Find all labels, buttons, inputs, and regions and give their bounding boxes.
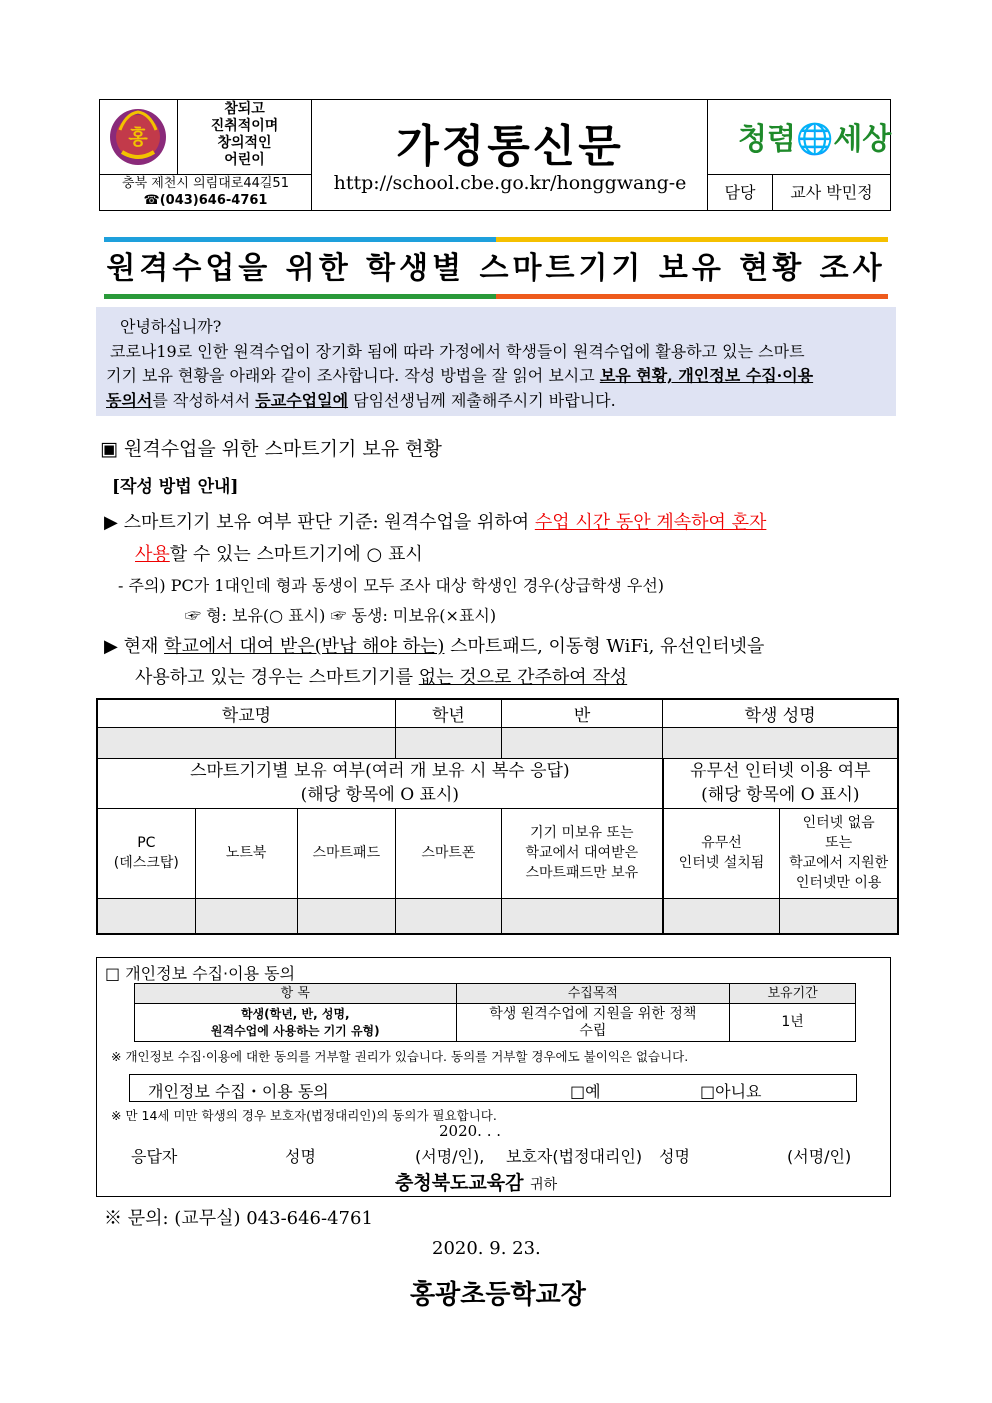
banner-bar-yellow — [496, 237, 888, 242]
intro-emphasis: 등교수업일에 — [255, 390, 349, 410]
staff-label: 담당 — [708, 174, 773, 211]
internet-installed-input[interactable] — [663, 898, 780, 934]
col-label: 학교에서 지원한 — [789, 855, 889, 871]
col-label: (데스크탑) — [113, 855, 179, 871]
issue-date: 2020. 9. 23. — [432, 1238, 541, 1259]
col-label: PC — [137, 835, 156, 851]
col-label: 인터넷만 이용 — [795, 875, 882, 891]
consent-date: 2020. . . — [439, 1122, 502, 1140]
banner-bar-blue — [104, 237, 496, 242]
guide-bullet-2-cont — [135, 663, 627, 689]
agree-no-checkbox[interactable]: □아니요 — [700, 1082, 762, 1101]
guardian-sign[interactable]: (서명/인) — [787, 1147, 852, 1166]
recipient — [395, 1168, 557, 1195]
svg-text:홍: 홍 — [128, 125, 148, 149]
bullet-text: 스마트패드, 이동형 WiFi, 유선인터넷을 — [444, 636, 765, 657]
guide-title: [작성 방법 안내] — [112, 477, 239, 497]
phone-text: ☎(043)646-4761 — [143, 193, 268, 208]
guide-bullet-2 — [104, 632, 764, 658]
header-line: 유무선 인터넷 이용 여부 — [690, 761, 871, 781]
school-motto — [178, 100, 312, 174]
col-label: 인터넷 설치됨 — [678, 855, 765, 871]
survey-banner — [104, 237, 888, 299]
smartpad-column: 스마트패드 — [297, 808, 395, 898]
col-label: 학교에서 대여받은 — [525, 845, 639, 861]
intro-line — [106, 389, 890, 414]
inquiry-contact: ※ 문의: (교무실) 043-646-4761 — [104, 1208, 373, 1229]
school-name-input[interactable] — [97, 727, 395, 758]
bullet-text: ▶ 스마트기기 보유 여부 판단 기준: 원격수업을 위하여 — [104, 512, 535, 533]
integrity-world-logo: 청렴🌐세상 — [738, 122, 892, 157]
header-line: (해당 항목에 O 표시) — [300, 785, 460, 805]
purpose-header: 수집목적 — [456, 984, 730, 1004]
respondent-label: 응답자 — [131, 1147, 178, 1166]
purpose-cell — [456, 1004, 730, 1042]
intro-text: 기기 보유 현황을 아래와 같이 조사합니다. 작성 방법을 잘 읽어 보시고 — [106, 366, 600, 385]
grade-header: 학년 — [395, 699, 501, 727]
banner-title: 원격수업을 위한 학생별 스마트기기 보유 현황 조사 — [106, 251, 886, 286]
school-emblem-icon — [100, 100, 176, 174]
device-survey-table — [96, 698, 899, 935]
no-device-input[interactable] — [501, 898, 662, 934]
pc-input[interactable] — [97, 898, 195, 934]
smartphone-column: 스마트폰 — [395, 808, 501, 898]
bullet-highlight: 사용 — [135, 544, 170, 565]
guardian-label: 보호자(법정대리인) — [506, 1147, 643, 1166]
brand-logo-cell — [708, 100, 891, 174]
cell-line: 학생 원격수업에 지원을 위한 정책 — [489, 1005, 697, 1022]
col-label: 스마트패드만 보유 — [525, 865, 639, 881]
bullet-text: 사용하고 있는 경우는 스마트기기를 — [135, 667, 419, 688]
school-name-header: 학교명 — [97, 699, 395, 727]
no-internet-input[interactable] — [780, 898, 898, 934]
recipient-name: 충청북도교육감 — [395, 1172, 524, 1194]
period-header: 보유기간 — [730, 984, 856, 1004]
staff-name: 교사 박민정 — [773, 174, 891, 211]
consent-info-table — [134, 983, 856, 1042]
intro-line: 코로나19로 인한 원격수업이 장기화 됨에 따라 가정에서 학생들이 원격수업에 활용하고 있는 스마트 — [110, 341, 805, 361]
guardian-name-label: 성명 — [659, 1147, 690, 1166]
document-title: 가정통신문 — [396, 121, 624, 172]
student-name-input[interactable] — [663, 727, 898, 758]
school-url: http://school.cbe.go.kr/honggwang-e — [333, 172, 687, 194]
recipient-suffix: 귀하 — [530, 1177, 558, 1193]
motto-line: 창의적인 — [217, 135, 272, 151]
refusal-notice: ※ 개인정보 수집·이용에 대한 동의를 거부할 권리가 있습니다. 동의를 거부할 경우에도 불이익은 없습니다. — [111, 1049, 689, 1064]
internet-installed-column — [663, 808, 780, 898]
consent-agreement-row — [129, 1074, 857, 1102]
period-cell: 1년 — [730, 1004, 856, 1042]
grade-input[interactable] — [395, 727, 501, 758]
guide-note-1: - 주의) PC가 1대인데 형과 동생이 모두 조사 대상 학생인 경우(상급학생 우선) — [118, 576, 665, 595]
guide-note-2: ☞ 형: 보유(○ 표시) ☞ 동생: 미보유(×표시) — [185, 606, 497, 625]
col-label: 유무선 — [701, 835, 742, 851]
motto-line: 진취적이며 — [210, 118, 279, 134]
intro-emphasis: 동의서 — [106, 390, 153, 410]
agree-yes-checkbox[interactable]: □예 — [570, 1082, 601, 1101]
intro-text: 담임선생님께 제출해주시기 바랍니다. — [348, 390, 616, 410]
banner-bar-green — [104, 294, 496, 299]
bullet-text: ▶ 현재 — [104, 636, 165, 657]
intro-text: 를 작성하셔서 — [152, 390, 256, 410]
school-address — [100, 174, 312, 211]
internet-usage-header — [663, 758, 898, 808]
intro-line — [106, 364, 890, 389]
smartphone-input[interactable] — [395, 898, 501, 934]
school-logo-cell — [100, 100, 178, 174]
minor-notice: ※ 만 14세 미만 학생의 경우 보호자(법정대리인)의 동의가 필요합니다. — [111, 1108, 497, 1123]
cell-line: 학생(학년, 반, 성명, — [240, 1006, 350, 1021]
col-label: 인터넷 없음 — [802, 815, 875, 831]
no-device-column — [501, 808, 662, 898]
item-header: 항 목 — [135, 984, 457, 1004]
cell-line: 원격수업에 사용하는 기기 유형) — [210, 1023, 380, 1038]
guide-bullet-1-cont — [135, 540, 423, 566]
bullet-text: 할 수 있는 스마트기기에 ○ 표시 — [169, 544, 423, 565]
respondent-sign[interactable]: (서명/인), — [415, 1147, 485, 1166]
class-header: 반 — [501, 699, 662, 727]
header-line: 스마트기기별 보유 여부(여러 개 보유 시 복수 응답) — [190, 761, 570, 781]
motto-line: 참되고 — [224, 101, 265, 117]
bullet-underline: 없는 것으로 간주하여 작성 — [418, 667, 628, 688]
banner-bar-orange — [496, 294, 888, 299]
letterhead — [99, 99, 891, 211]
student-name-header: 학생 성명 — [663, 699, 898, 727]
notebook-column: 노트북 — [195, 808, 297, 898]
section-heading: ▣ 원격수업을 위한 스마트기기 보유 현황 — [100, 438, 442, 460]
bullet-highlight: 수업 시간 동안 계속하여 혼자 — [534, 512, 767, 533]
intro-paragraph — [96, 307, 896, 416]
no-internet-column — [780, 808, 898, 898]
notebook-input[interactable] — [195, 898, 297, 934]
cell-line: 수립 — [579, 1022, 607, 1039]
motto-line: 어린이 — [224, 152, 265, 168]
pc-column — [97, 808, 195, 898]
consent-title: □ 개인정보 수집·이용 동의 — [105, 964, 296, 983]
intro-emphasis: 보유 현황, 개인정보 수집·이용 — [599, 366, 814, 385]
col-label: 기기 미보유 또는 — [530, 825, 634, 841]
agree-label: 개인정보 수집・이용 동의 — [148, 1082, 329, 1101]
guide-bullet-1 — [104, 508, 766, 534]
principal-signature: 홍광초등학교장 — [410, 1280, 586, 1310]
item-cell — [135, 1004, 457, 1042]
privacy-consent-box — [96, 957, 891, 1197]
address-text: 충북 제천시 의림대로44길51 — [122, 176, 289, 191]
class-input[interactable] — [501, 727, 662, 758]
device-ownership-header — [97, 758, 663, 808]
smartpad-input[interactable] — [297, 898, 395, 934]
respondent-name-label: 성명 — [285, 1147, 316, 1166]
col-label: 또는 — [825, 835, 853, 851]
bullet-underline: 학교에서 대여 받은(반납 해야 하는) — [164, 636, 445, 657]
greeting: 안녕하십니까? — [120, 317, 222, 336]
header-line: (해당 항목에 O 표시) — [701, 785, 860, 805]
